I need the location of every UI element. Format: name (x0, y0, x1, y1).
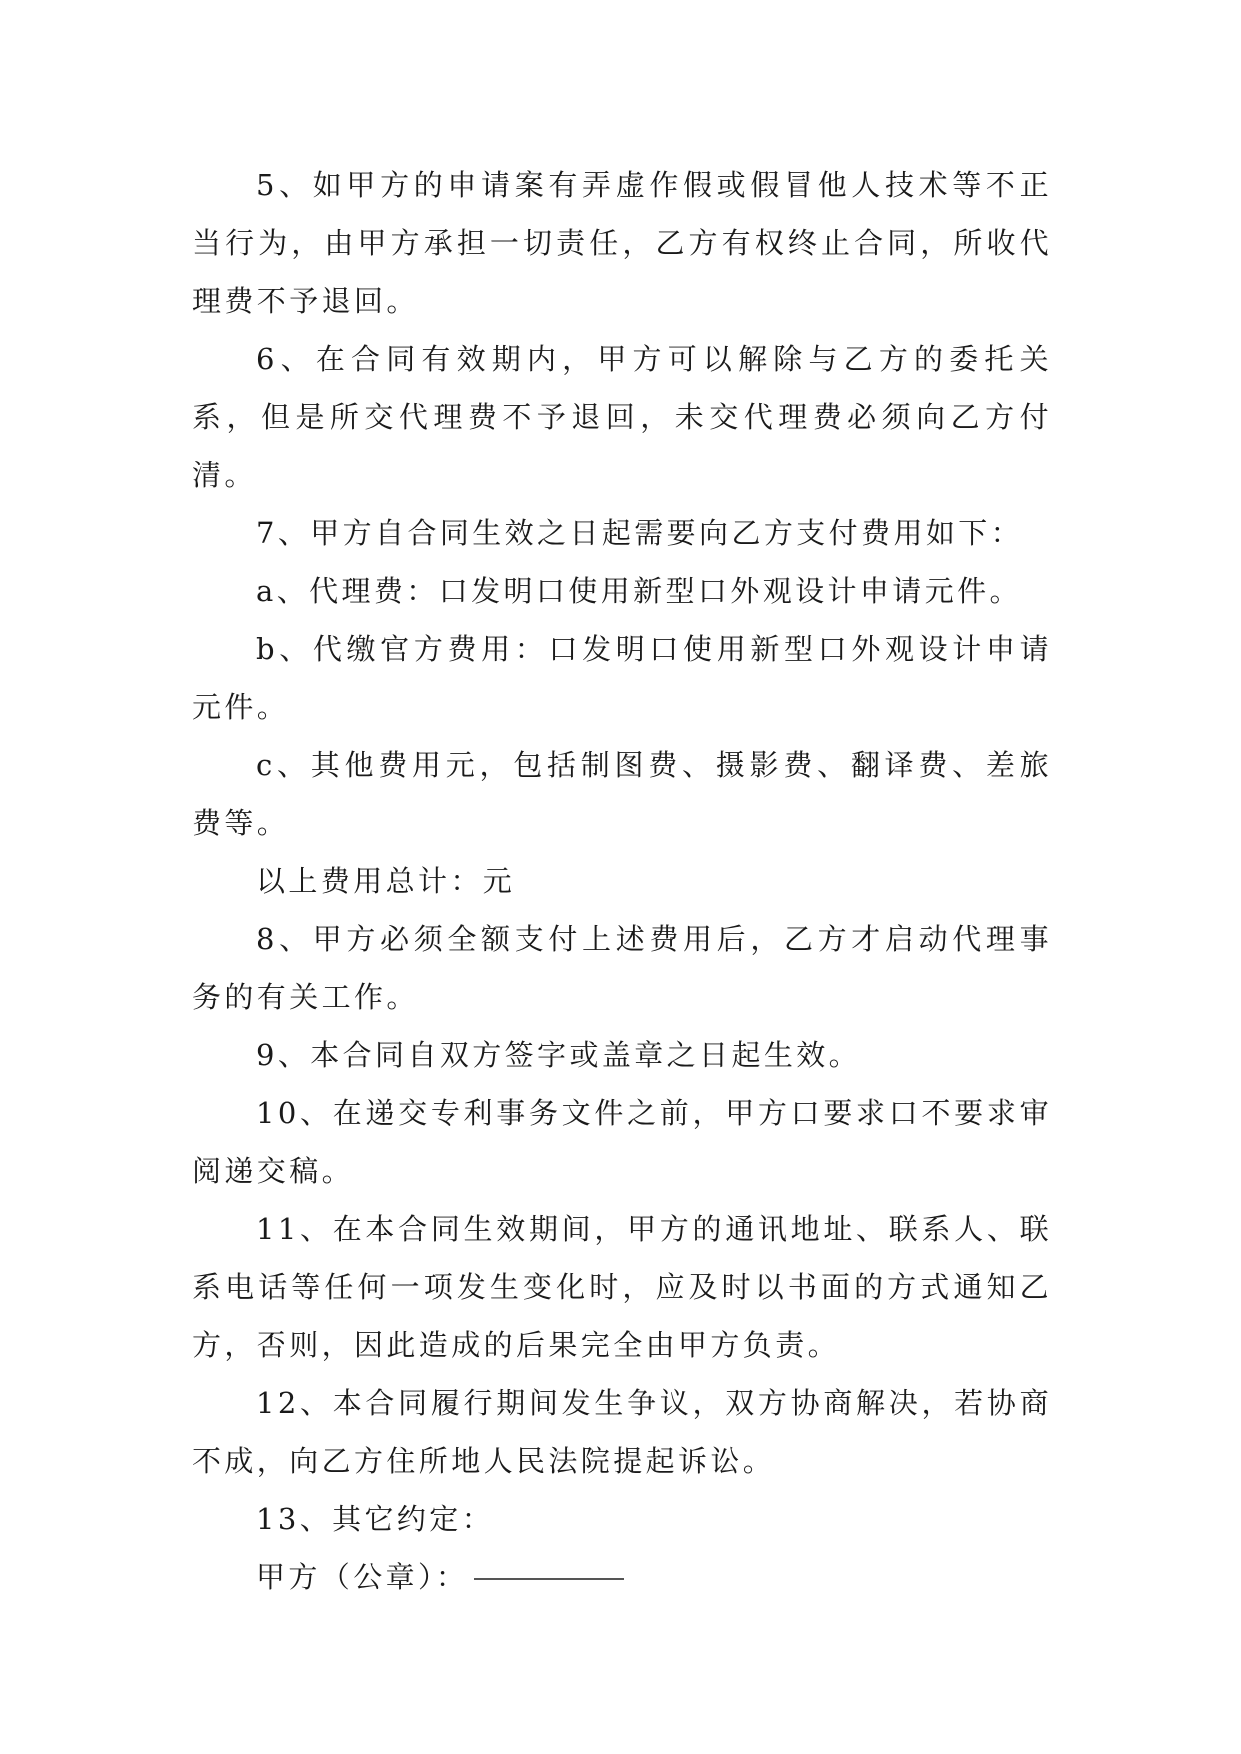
fee-total: 以上费用总计：元 (256, 864, 516, 898)
clause-9: 9、本合同自双方签字或盖章之日起生效。 (256, 1038, 862, 1072)
clause-5: 5、如甲方的申请案有弄虚作假或假冒他人技术等不正当行为，由甲方承担一切责任，乙方有权终止合同，所收代理费不予退回。 (192, 168, 1052, 318)
signature-label: 甲方（公章）： (256, 1560, 469, 1594)
clause-12: 12、本合同履行期间发生争议，双方协商解决，若协商不成，向乙方住所地人民法院提起诉讼。 (192, 1386, 1052, 1478)
clause-13: 13、其它约定： (256, 1502, 495, 1536)
clause-10: 10、在递交专利事务文件之前，甲方口要求口不要求审阅递交稿。 (192, 1096, 1052, 1188)
signature-row (192, 1548, 1052, 1606)
clause-11: 11、在本合同生效期间，甲方的通讯地址、联系人、联系电话等任何一项发生变化时，应及时以书面的方式通知乙方，否则，因此造成的后果完全由甲方负责。 (192, 1212, 1052, 1362)
clause-7c-other-fees: c、其他费用元，包括制图费、摄影费、翻译费、差旅费等。 (192, 748, 1052, 840)
signature-blank-line (474, 1578, 624, 1580)
clause-7: 7、甲方自合同生效之日起需要向乙方支付费用如下： (256, 516, 1024, 550)
clause-7a-agency-fee: a、代理费：口发明口使用新型口外观设计申请元件。 (256, 574, 1022, 608)
clause-8: 8、甲方必须全额支付上述费用后，乙方才启动代理事务的有关工作。 (192, 922, 1052, 1014)
contract-text (192, 156, 1052, 1606)
clause-7b-official-fee: b、代缴官方费用：口发明口使用新型口外观设计申请元件。 (192, 632, 1052, 724)
clause-6: 6、在合同有效期内，甲方可以解除与乙方的委托关系，但是所交代理费不予退回，未交代理费必须向乙方付清。 (192, 342, 1052, 492)
